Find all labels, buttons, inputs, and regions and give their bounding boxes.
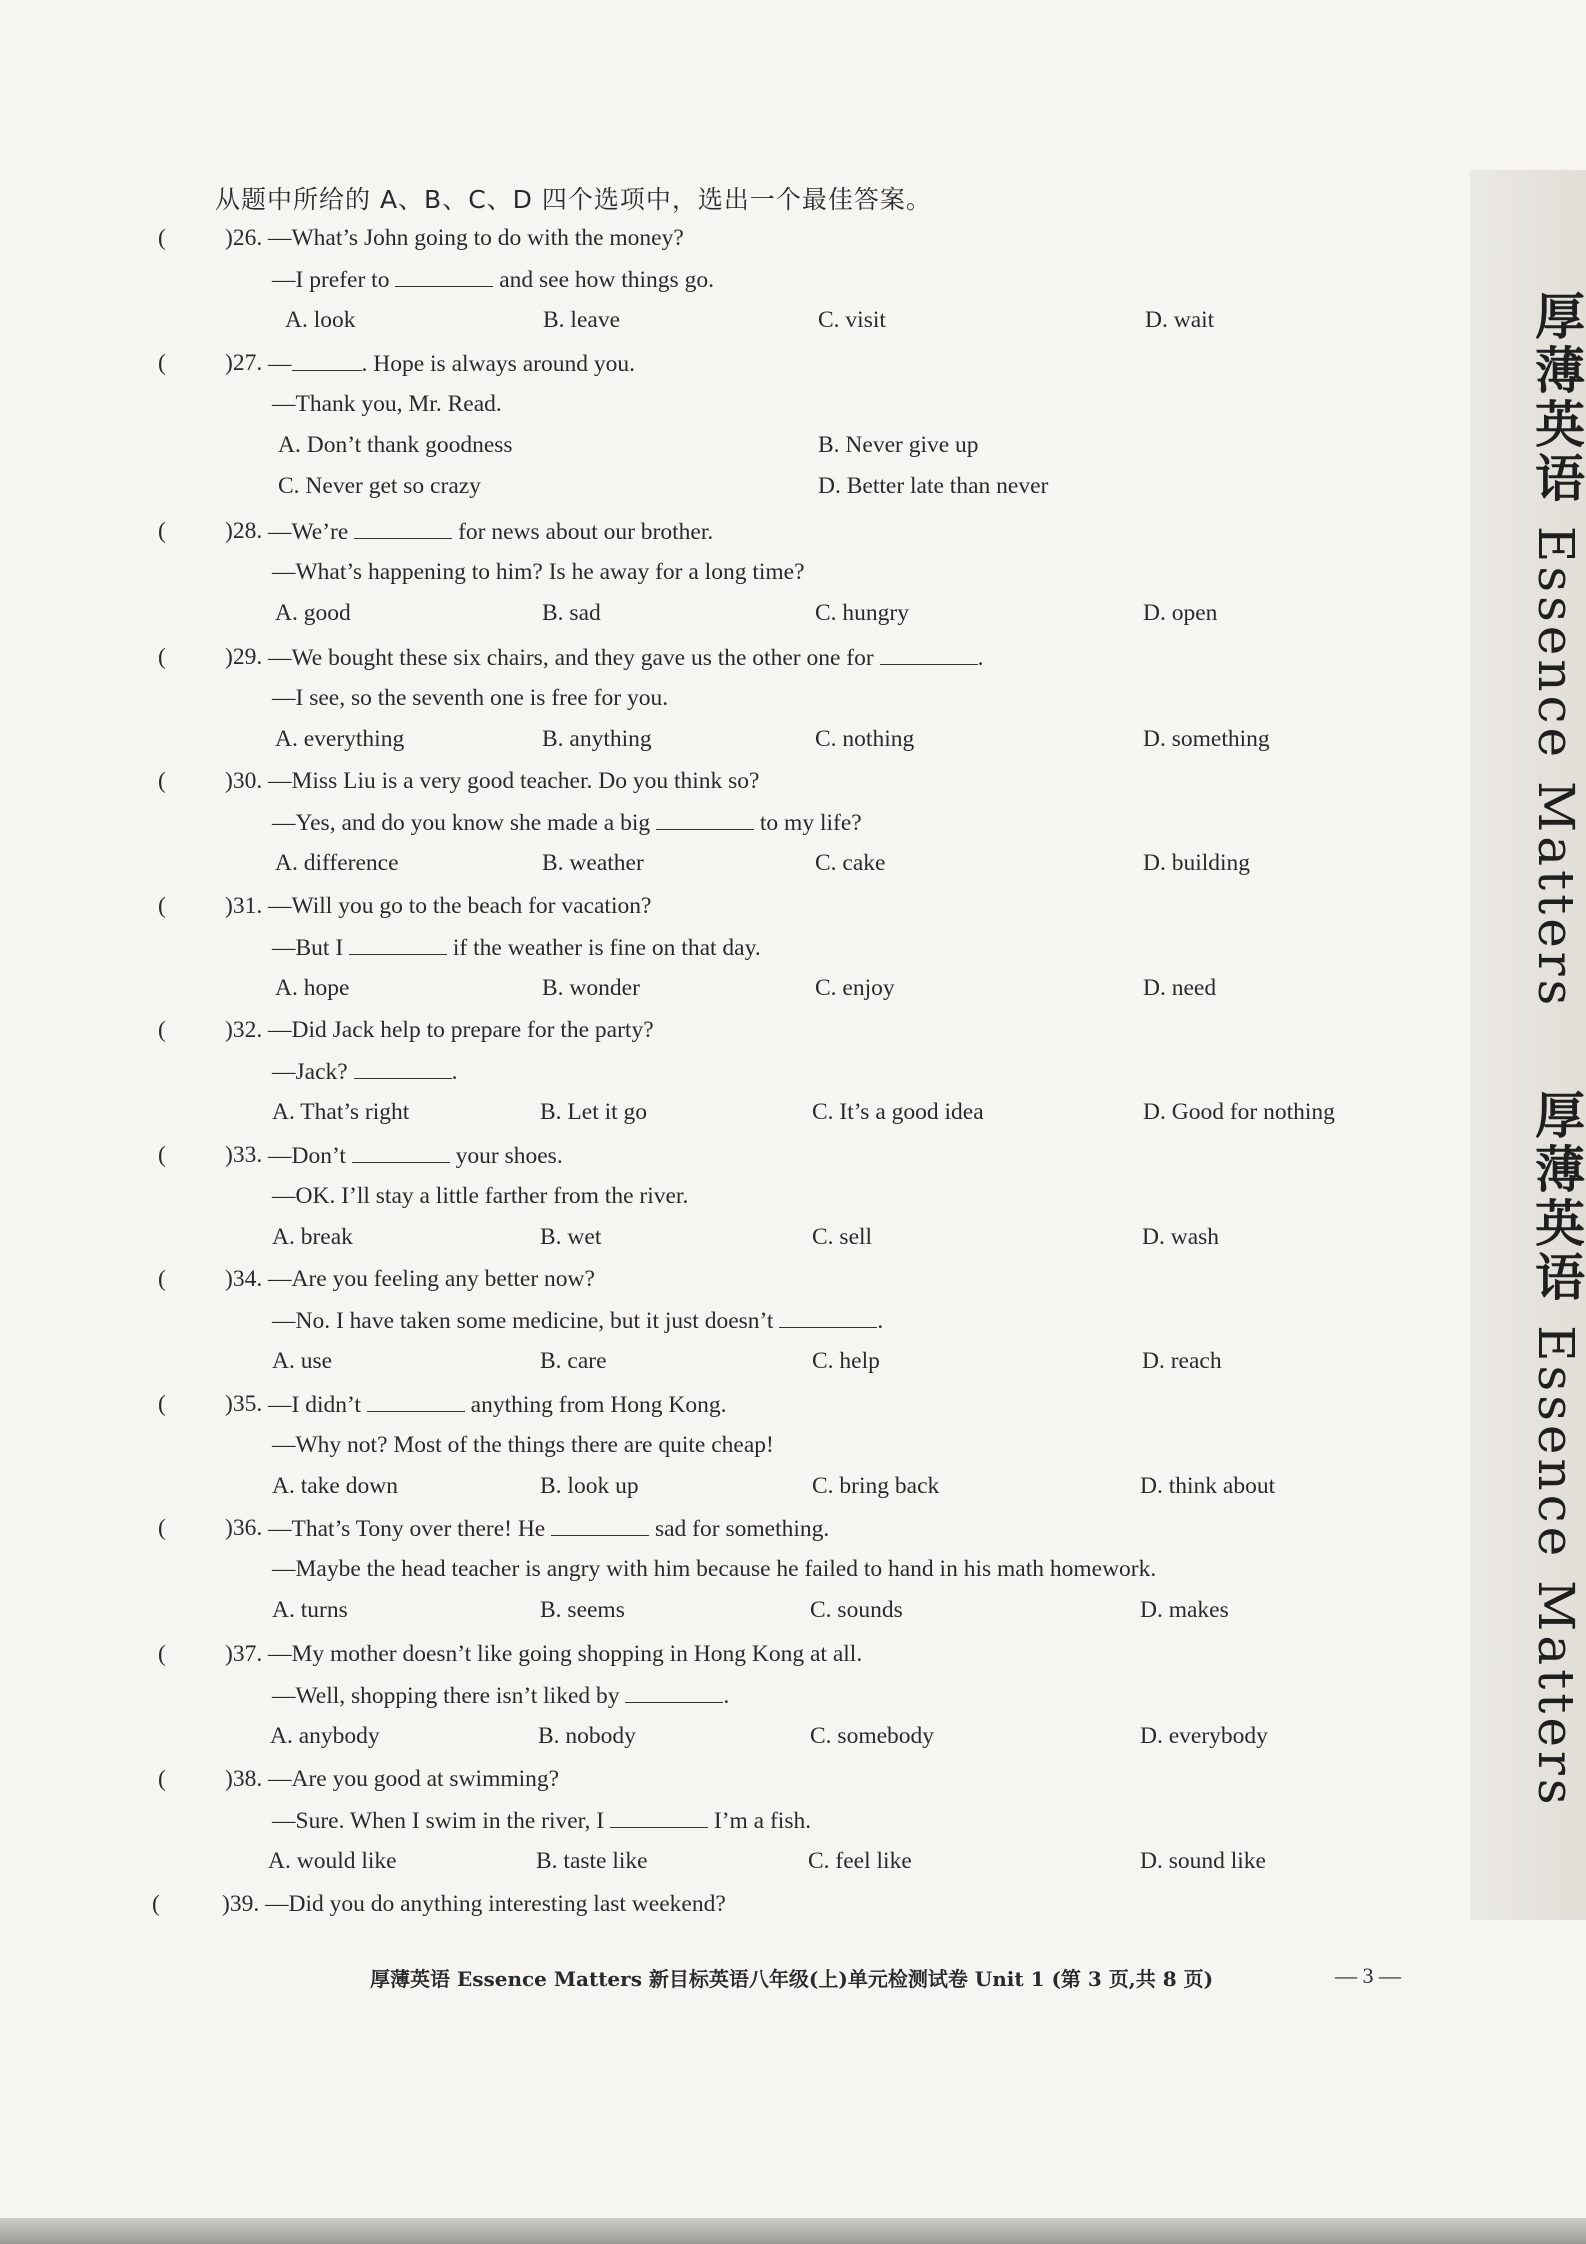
question-response: —I see, so the seventh one is free for you.: [272, 685, 669, 711]
option-a[interactable]: A. look: [285, 307, 356, 333]
question-number: )29.: [225, 644, 263, 670]
option-d[interactable]: D. building: [1143, 850, 1251, 876]
option-d[interactable]: D. need: [1143, 975, 1217, 1001]
option-a[interactable]: A. good: [275, 600, 351, 626]
question-response: —Sure. When I swim in the river, I I’m a fish.: [272, 1808, 812, 1834]
option-b[interactable]: B. care: [540, 1348, 607, 1374]
option-d[interactable]: D. makes: [1140, 1597, 1229, 1623]
option-a[interactable]: A. would like: [268, 1848, 397, 1874]
question-stem: —I didn’t anything from Hong Kong.: [268, 1392, 727, 1418]
option-d[interactable]: D. something: [1143, 726, 1270, 752]
question-35: [0, 1391, 1460, 1514]
question-stem: —Will you go to the beach for vacation?: [268, 893, 652, 919]
question-37: [0, 1641, 1460, 1764]
answer-bracket[interactable]: (: [158, 225, 166, 251]
question-stem: — . Hope is always around you.: [268, 351, 635, 377]
option-c[interactable]: C. It’s a good idea: [812, 1099, 984, 1125]
option-c[interactable]: C. cake: [815, 850, 886, 876]
answer-bracket[interactable]: (: [158, 1142, 166, 1168]
option-b[interactable]: B. Never give up: [818, 432, 979, 458]
question-response: —Maybe the head teacher is angry with him because he failed to hand in his math homework.: [272, 1556, 1157, 1582]
question-39: [0, 1891, 1460, 1932]
question-stem: —Don’t your shoes.: [268, 1143, 563, 1169]
question-response: —Thank you, Mr. Read.: [272, 391, 502, 417]
question-stem: —What’s John going to do with the money?: [268, 225, 684, 251]
answer-bracket[interactable]: (: [158, 1266, 166, 1292]
option-c[interactable]: C. somebody: [810, 1723, 935, 1749]
option-a[interactable]: A. difference: [275, 850, 399, 876]
option-c[interactable]: C. hungry: [815, 600, 909, 626]
option-a[interactable]: A. take down: [272, 1473, 398, 1499]
option-b[interactable]: B. leave: [543, 307, 620, 333]
option-d[interactable]: D. think about: [1140, 1473, 1276, 1499]
option-b[interactable]: B. anything: [542, 726, 652, 752]
option-d[interactable]: D. wait: [1145, 307, 1215, 333]
option-d[interactable]: D. wash: [1142, 1224, 1220, 1250]
question-number: )30.: [225, 768, 263, 794]
section-instruction: 从题中所给的 A、B、C、D 四个选项中，选出一个最佳答案。: [215, 185, 932, 214]
option-b[interactable]: B. taste like: [536, 1848, 648, 1874]
question-stem: —My mother doesn’t like going shopping in Hong Kong at all.: [268, 1641, 863, 1667]
sidebar-brand: 厚薄英语 Essence Matters 厚薄英语 Essence Matters: [1527, 290, 1585, 1809]
question-number: )35.: [225, 1391, 263, 1417]
option-c[interactable]: C. sell: [812, 1224, 873, 1250]
answer-bracket[interactable]: (: [158, 1391, 166, 1417]
question-stem: —Are you feeling any better now?: [268, 1266, 595, 1292]
question-number: )28.: [225, 518, 263, 544]
question-response: —I prefer to and see how things go.: [272, 267, 714, 293]
option-d[interactable]: D. reach: [1142, 1348, 1222, 1374]
option-c[interactable]: C. bring back: [812, 1473, 940, 1499]
option-b[interactable]: B. seems: [540, 1597, 625, 1623]
option-a[interactable]: A. use: [272, 1348, 333, 1374]
question-number: )36.: [225, 1515, 263, 1541]
option-c[interactable]: C. nothing: [815, 726, 915, 752]
question-26: [0, 225, 1460, 348]
question-response: —Yes, and do you know she made a big to my life?: [272, 810, 862, 836]
answer-bracket[interactable]: (: [158, 644, 166, 670]
question-stem: —That’s Tony over there! He sad for something.: [268, 1516, 830, 1542]
option-a[interactable]: A. hope: [275, 975, 350, 1001]
option-c[interactable]: C. visit: [818, 307, 886, 333]
question-stem: —We bought these six chairs, and they gave us the other one for .: [268, 645, 984, 671]
option-d[interactable]: D. Better late than never: [818, 473, 1049, 499]
option-a[interactable]: A. anybody: [270, 1723, 380, 1749]
answer-bracket[interactable]: (: [158, 768, 166, 794]
option-d[interactable]: D. Good for nothing: [1143, 1099, 1335, 1125]
answer-bracket[interactable]: (: [152, 1891, 160, 1917]
answer-bracket[interactable]: (: [158, 893, 166, 919]
question-response: —Why not? Most of the things there are quite cheap!: [272, 1432, 774, 1458]
option-a[interactable]: A. turns: [272, 1597, 348, 1623]
question-28: [0, 518, 1460, 641]
question-30: [0, 768, 1460, 891]
answer-bracket[interactable]: (: [158, 1017, 166, 1043]
question-number: )39.: [222, 1891, 260, 1917]
option-a[interactable]: A. break: [272, 1224, 353, 1250]
answer-bracket[interactable]: (: [158, 350, 166, 376]
option-b[interactable]: B. nobody: [538, 1723, 636, 1749]
option-c[interactable]: C. help: [812, 1348, 880, 1374]
option-c[interactable]: C. Never get so crazy: [278, 473, 481, 499]
option-b[interactable]: B. sad: [542, 600, 601, 626]
option-d[interactable]: D. open: [1143, 600, 1218, 626]
question-number: )37.: [225, 1641, 263, 1667]
page-footer: 厚薄英语 Essence Matters 新目标英语八年级(上)单元检测试卷 Unit 1 (第 3 页,共 8 页): [370, 1967, 1214, 1991]
question-34: [0, 1266, 1460, 1389]
question-number: )32.: [225, 1017, 263, 1043]
answer-bracket[interactable]: (: [158, 518, 166, 544]
option-c[interactable]: C. sounds: [810, 1597, 903, 1623]
option-b[interactable]: B. look up: [540, 1473, 639, 1499]
question-response: —No. I have taken some medicine, but it just doesn’t .: [272, 1308, 884, 1334]
option-d[interactable]: D. sound like: [1140, 1848, 1266, 1874]
question-stem: —Did you do anything interesting last weekend?: [265, 1891, 726, 1917]
question-number: )31.: [225, 893, 263, 919]
option-c[interactable]: C. enjoy: [815, 975, 895, 1001]
question-number: )38.: [225, 1766, 263, 1792]
question-response: —But I if the weather is fine on that day.: [272, 935, 761, 961]
question-32: [0, 1017, 1460, 1140]
question-29: [0, 644, 1460, 767]
option-b[interactable]: B. Let it go: [540, 1099, 648, 1125]
question-36: [0, 1515, 1460, 1638]
question-number: )27.: [225, 350, 263, 376]
question-stem: —We’re for news about our brother.: [268, 519, 714, 545]
question-response: —OK. I’ll stay a little farther from the river.: [272, 1183, 689, 1209]
answer-bracket[interactable]: (: [158, 1641, 166, 1667]
page-number: — 3 —: [1335, 1963, 1401, 1988]
option-a[interactable]: A. everything: [275, 726, 405, 752]
option-d[interactable]: D. everybody: [1140, 1723, 1268, 1749]
option-b[interactable]: B. wet: [540, 1224, 602, 1250]
question-38: [0, 1766, 1460, 1889]
option-a[interactable]: A. That’s right: [272, 1099, 410, 1125]
question-response: —Well, shopping there isn’t liked by .: [272, 1683, 730, 1709]
question-number: )33.: [225, 1142, 263, 1168]
scan-edge: [0, 2218, 1586, 2244]
question-stem: —Miss Liu is a very good teacher. Do you think so?: [268, 768, 760, 794]
question-31: [0, 893, 1460, 1016]
question-number: )26.: [225, 225, 263, 251]
option-b[interactable]: B. wonder: [542, 975, 640, 1001]
question-stem: —Are you good at swimming?: [268, 1766, 560, 1792]
question-stem: —Did Jack help to prepare for the party?: [268, 1017, 654, 1043]
option-b[interactable]: B. weather: [542, 850, 644, 876]
question-number: )34.: [225, 1266, 263, 1292]
option-c[interactable]: C. feel like: [808, 1848, 912, 1874]
question-response: —Jack? .: [272, 1059, 458, 1085]
question-33: [0, 1142, 1460, 1265]
answer-bracket[interactable]: (: [158, 1515, 166, 1541]
question-response: —What’s happening to him? Is he away for a long time?: [272, 559, 805, 585]
option-a[interactable]: A. Don’t thank goodness: [278, 432, 513, 458]
question-27: [0, 350, 1460, 514]
answer-bracket[interactable]: (: [158, 1766, 166, 1792]
